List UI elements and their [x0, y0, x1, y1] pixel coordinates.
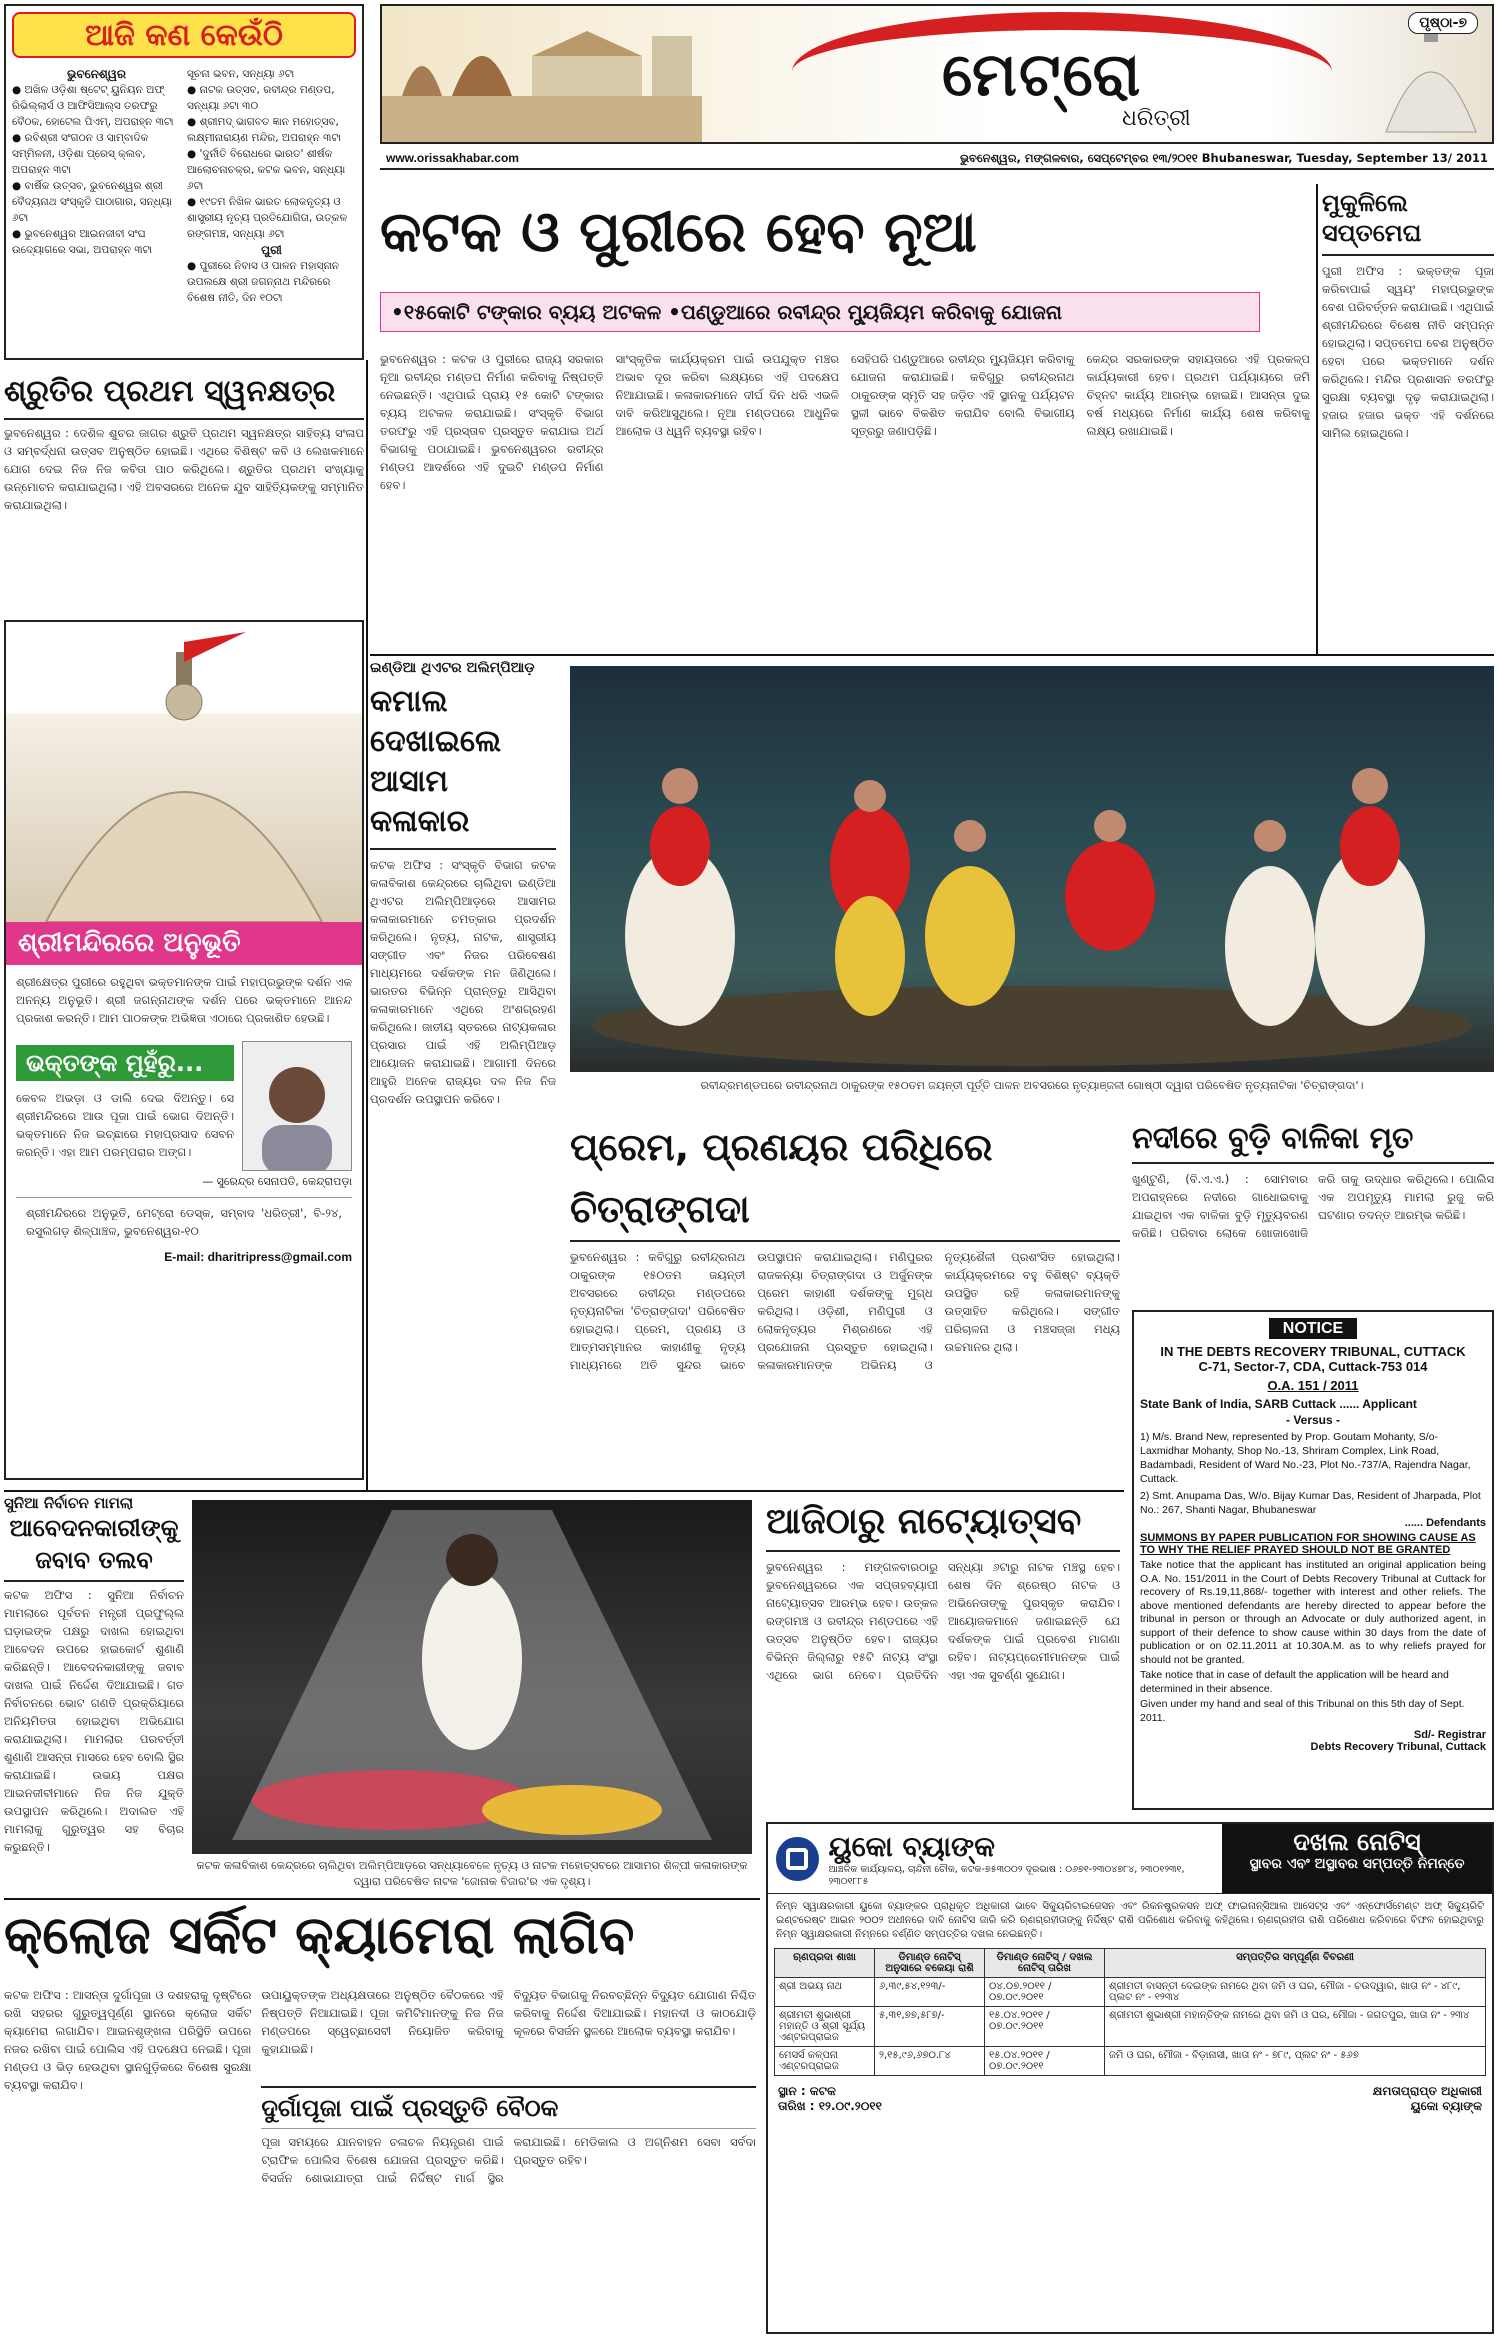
assam-headline: କମାଲ ଦେଖାଇଲେ ଆସାମ କଳାକାର — [370, 682, 556, 850]
notice-versus: - Versus - — [1285, 1413, 1341, 1427]
uco-place: ସ୍ଥାନ : କଟକ — [778, 2084, 836, 2098]
divider — [1316, 184, 1318, 654]
events-col3: ● ପୁରୀରେ ନିବାସ ଓ ପାଳନ ମହାସ୍ନାନ ଉପଲକ୍ଷେ ଶ୍ରୀ ଜଗନ୍ନାଥ ମନ୍ଦିରରେ ବିଶେଷ ନୀତି, ଦିନ ୧୦ଟା — [187, 260, 343, 304]
election-kicker: ସୁନିଆ ନିର୍ବାଚନ ମାମଲା — [4, 1494, 134, 1512]
uco-th-4: ସମ୍ପତ୍ତିର ସମ୍ପୂର୍ଣ୍ଣ ବିବରଣୀ — [1105, 1949, 1486, 1978]
notice-applicant: State Bank of India, SARB Cuttack ...... Applicant — [1140, 1397, 1417, 1411]
lead-col-4: କେନ୍ଦ୍ର ସରକାରଙ୍କ ସହାୟତାରେ ଏହି ପ୍ରକଳ୍ପ କାର୍ଯ୍ୟକାରୀ ହେବ। ପ୍ରଥମ ପର୍ଯ୍ୟାୟରେ ଜମି ଚିହ୍ନଟ କାର୍ଯ୍ୟ ଆରମ୍ଭ ହୋଇଛି। ଆସନ୍ତା ଦୁଇ ବର୍ଷ ମଧ୍ୟରେ ନିର୍ମାଣ କାର୍ଯ୍ୟ ଶେଷ କରିବାକୁ ଲକ୍ଷ୍ୟ ରଖାଯାଇଛି। — [1086, 352, 1310, 438]
uco-sign-2: ୟୁକୋ ବ୍ୟାଙ୍କ — [1410, 2099, 1482, 2113]
river-body: ଖୁଣ୍ଟୁଣି, (ବି.ଏ.ଏ.) : ସୋମବାର ଅପରାହ୍ନରେ ନଦୀରେ ଗାଧୋଇବାକୁ ଯାଇଥିବା ଏକ ବାଳିକା ବୁଡ଼ି ମୃତ୍ୟୁବରଣ କରିଛି। ପରିବାର ଲୋକେ ଖୋଜାଖୋଜି କରି ତାକୁ ଉଦ୍ଧାର କରିଥିଲେ। ପୋଲିସ ଏକ ଅପମୃତ୍ୟୁ ମାମଲା ରୁଜୁ କରି ଘଟଣାର ତଦନ୍ତ ଆରମ୍ଭ କରିଛି। — [1132, 1172, 1494, 1240]
uco-date: ତାରିଖ : ୧୨.୦୯.୨୦୧୧ — [778, 2099, 882, 2113]
temple-spire-icon — [6, 622, 362, 922]
page-number: ପୃଷ୍ଠା-୭ — [1408, 12, 1478, 34]
table-row: ଶ୍ରୀମତୀ ଶୁଭାଶ୍ରୀ ମହାନ୍ତି ଓ ଶ୍ରୀ ସୂର୍ଯ୍ୟ ଏଣ୍ଟରପ୍ରାଇଜ ୫,୩୧,୭୭,୫୮୭/- ୧୫.୦୪.୨୦୧୧ / ୦୭.୦୯.୨୦୧୧ ଶ୍ରୀମତୀ ଶୁଭାଶ୍ରୀ ମହାନ୍ତିଙ୍କ ନାମରେ ଥିବା ଜମି ଓ ଘର, ମୌଜା - ଜଗତପୁର, ଖାତା ନଂ - ୨୩୪ — [775, 2007, 1486, 2047]
events-box-title: ଆଜି କଣ କେଉଁଠି — [12, 12, 356, 58]
uco-logo-icon — [776, 1837, 819, 1881]
play-scene-illustration — [192, 1500, 752, 1854]
table-row: ଶ୍ରୀ ଅଭୟ ନାଥ ୬,୩୯,୫୪,୧୨୩/- ୦୪.୦୭.୨୦୧୧ / ୦୭.୦୯.୨୦୧୧ ଶ୍ରୀମତୀ ବାସନ୍ତୀ ଦେଇଙ୍କ ନାମରେ ଥିବା ଜମି ଓ ଘର, ମୌଜା - ଚଉଦ୍ୱାର, ଖାତା ନଂ - ୪୮୯, ପ୍ଲଟ ନଂ - ୧୨୩୪ — [775, 1978, 1486, 2007]
notice-address: C-71, Sector-7, CDA, Cuttack-753 014 — [1198, 1359, 1428, 1374]
city-bhubaneswar: ଭୁବନେଶ୍ୱର — [67, 67, 126, 81]
uco-th-3: ଡିମାଣ୍ଡ ନୋଟିସ୍ / ଦଖଲ ନୋଟିସ୍ ତାରିଖ — [985, 1949, 1105, 1978]
uco-th-2: ଡିମାଣ୍ଡ ନୋଟିସ୍ ଅନୁସାରେ ବକେୟା ରାଶି — [875, 1949, 985, 1978]
notice-defendant-2: 2) Smt. Anupama Das, W/o. Bijay Kumar Das, Resident of Jharpada, Plot No.: 267, Shanti Nagar, Bhubaneswar — [1140, 1490, 1481, 1516]
notice-sign-2: Debts Recovery Tribunal, Cuttack — [1310, 1741, 1486, 1753]
notice-text-2: Take notice that in case of default the application will be heard and determined in their absence. — [1140, 1669, 1449, 1695]
table-row: ମେସର୍ସ କଳ୍ପନା ଏଣ୍ଟରପ୍ରାଇଜ ୨,୧୫,୯୬,୬୭୦.୮୪ ୧୫.୦୪.୨୦୧୧ / ୦୭.୦୯.୨୦୧୧ ଜମି ଓ ଘର, ମୌଜା - ବିଡ଼ାନାସୀ, ଖାତା ନଂ - ୭୮୯, ପ୍ଲଟ ନଂ - ୫୬୭ — [775, 2047, 1486, 2076]
masthead-banner — [380, 4, 1494, 144]
election-headline: ଆବେଦନକାରୀଙ୍କୁ ଜବାବ ତଲବ — [4, 1512, 184, 1582]
events-box — [4, 4, 364, 360]
notice-summons: SUMMONS BY PAPER PUBLICATION FOR SHOWING CAUSE AS TO WHY THE RELIEF PRAYED SHOULD NOT BE GRANTED — [1140, 1532, 1476, 1556]
river-headline: ନଦୀରେ ବୁଡ଼ି ବାଳିକା ମୃତ — [1132, 1116, 1494, 1164]
temple-illustration — [382, 6, 702, 142]
notice-oa: O.A. 151 / 2011 — [1267, 1378, 1359, 1393]
contact-address: ଶ୍ରୀମନ୍ଦିରରେ ଅନୁଭୂତି, ମେଟ୍ରୋ ଡେସ୍କ, ସମ୍ବାଦ 'ଧରିତ୍ରୀ', ବି-୨୪, ରସୁଲଗଡ଼ ଶିଳ୍ପାଞ୍ଚଳ, ଭୁବନେଶ୍ୱର-୧୦ — [16, 1197, 352, 1246]
play-photo — [192, 1500, 752, 1854]
notice-text-1: Take notice that the applicant has instituted an original application being O.A. No. 151/2011 in the Court of Debts Recovery Tribunal at Cuttack for recovery of Rs.19,11,868/- together with interest and other reliefs. The above mentioned defendants are hereby directed to appear before the tribunal in person or through an Advocate or duly authorized agent, in support of their defence to show cause within 30 days from the date of publication or on 02.11.2011 at 10.30A.M. as to why reliefs prayed for should not be granted. — [1140, 1559, 1486, 1666]
assam-kicker: ଇଣ୍ଡିଆ ଥିଏଟର ଅଲିମ୍ପିଆଡ଼ — [370, 660, 535, 676]
natyotsav-article — [766, 1494, 1120, 1820]
natyotsav-body: ଭୁବନେଶ୍ୱର : ମଙ୍ଗଳବାରଠାରୁ ଭୁବନେଶ୍ୱରରେ ଏକ ସପ୍ତାହବ୍ୟାପୀ ନାଟ୍ୟୋତ୍ସବ ଆରମ୍ଭ ହେବ। ଉତ୍କଳ ରଙ୍ଗମଞ୍ଚ ଓ ରବୀନ୍ଦ୍ର ମଣ୍ଡପରେ ଏହି ଉତ୍ସବ ଅନୁଷ୍ଠିତ ହେବ। ରାଜ୍ୟର ବିଭିନ୍ନ ଜିଲ୍ଲାରୁ ୧୫ଟି ନାଟ୍ୟ ସଂସ୍ଥା ଏଥିରେ ଭାଗ ନେବେ। ପ୍ରତିଦିନ ସନ୍ଧ୍ୟା ୬ଟାରୁ ନାଟକ ମଞ୍ଚସ୍ଥ ହେବ। ଶେଷ ଦିନ ଶ୍ରେଷ୍ଠ ନାଟକ ଓ ଅଭିନେତାଙ୍କୁ ପୁରସ୍କୃତ କରାଯିବ। ଆୟୋଜକମାନେ ଜଣାଇଛନ୍ତି ଯେ ଦର୍ଶକଙ୍କ ପାଇଁ ପ୍ରବେଶ ମାଗଣା ରହିବ। ନାଟ୍ୟପ୍ରେମୀମାନଙ୍କ ପାଇଁ ଏହା ଏକ ସୁବର୍ଣ୍ଣ ସୁଯୋଗ। — [766, 1560, 1120, 1682]
uco-bank-name: ୟୁକୋ ବ୍ୟାଙ୍କ — [828, 1829, 995, 1863]
lead-col-2: ସାଂସ୍କୃତିକ କାର୍ଯ୍ୟକ୍ରମ ପାଇଁ ଉପଯୁକ୍ତ ମଞ୍ଚର ଅଭାବ ଦୂର କରିବା ଲକ୍ଷ୍ୟରେ ଏହି ପଦକ୍ଷେପ ନିଆଯାଇଛି। କଳାକାରମାନେ ଦୀର୍ଘ ଦିନ ଧରି ଏଭଳି ଦାବି କରିଆସୁଥିଲେ। ନୂଆ ମଣ୍ଡପରେ ଆଧୁନିକ ଆଲୋକ ଓ ଧ୍ୱନି ବ୍ୟବସ୍ଥା ରହିବ। — [615, 352, 839, 438]
notice-label: NOTICE — [1269, 1318, 1357, 1339]
srimandir-banner: ଶ୍ରୀମନ୍ଦିରରେ ଅନୁଭୂତି — [6, 922, 362, 965]
river-article — [1132, 1116, 1494, 1306]
dance-caption: ରବୀନ୍ଦ୍ରମଣ୍ଡପରେ ରବୀନ୍ଦ୍ରନାଥ ଠାକୁରଙ୍କ ୧୫୦ତମ ଜୟନ୍ତୀ ପୂର୍ତ୍ତି ପାଳନ ଅବସରରେ ନୃତ୍ୟାଞ୍ଜଳୀ ଗୋଷ୍ଠୀ ଦ୍ୱାରା ପରିବେଷିତ ନୃତ୍ୟନାଟିକା 'ଚିତ୍ରାଙ୍ଗଦା'। — [700, 1079, 1364, 1092]
cctv-col-2: ଉପାୟୁକ୍ତଙ୍କ ଅଧ୍ୟକ୍ଷତାରେ ଅନୁଷ୍ଠିତ ବୈଠକରେ ଏହି ନିଷ୍ପତ୍ତି ନିଆଯାଇଛି। ପୂଜା କମିଟିମାନଙ୍କୁ ନିଜ ନିଜ ମଣ୍ଡପରେ ସ୍ୱେଚ୍ଛାସେବୀ ନିୟୋଜିତ କରିବାକୁ କୁହାଯାଇଛି। — [261, 1988, 504, 2056]
puja-subhead: ଦୁର୍ଗାପୂଜା ପାଇଁ ପ୍ରସ୍ତୁତି ବୈଠକ — [261, 2086, 756, 2129]
events-col2: ସୂଚନା ଭବନ, ସନ୍ଧ୍ୟା ୬ଟା ● ନାଟକ ଉତ୍ସବ, ରବୀନ୍ଦ୍ର ମଣ୍ଡପ, ସନ୍ଧ୍ୟା ୬ଟା ୩୦ ● ଶ୍ରୀମଦ୍ ଭାଗବତ ଜ୍ଞାନ ମହୋତ୍ସବ, ଲକ୍ଷ୍ମୀନାରାୟଣ ମନ୍ଦିର, ଅପରାହ୍ନ ୩ଟା ● 'ଦୁର୍ନୀତି ବିରୋଧରେ ଭାରତ' ଶୀର୍ଷକ ଆଲୋଚନାଚକ୍ର, କଟକ ଭବନ, ସନ୍ଧ୍ୟା ୬ଟା ● ୧୯ତମ ନିଖିଳ ଭାରତ ଲୋକନୃତ୍ୟ ଓ ଶାସ୍ତ୍ରୀୟ ନୃତ୍ୟ ପ୍ରତିଯୋଗିତା, ଉତ୍କଳ ରଙ୍ଗମଞ୍ଚ, ସନ୍ଧ୍ୟା ୬ଟା — [187, 68, 348, 240]
sruti-article — [4, 366, 364, 606]
sruti-headline: ଶ୍ରୁତିର ପ୍ରଥମ ସ୍ୱନକ୍ଷତ୍ର — [4, 366, 364, 420]
devotee-body: କେବଳ ଅଭଡ଼ା ଓ ଡାଲି ଦେଇ ଦିଅନ୍ତୁ। ସେ ଶ୍ରୀମନ୍ଦିରରେ ଆଉ ପୂଜା ପାଇଁ ଭୋଗ ଦିଅନ୍ତି। ଭକ୍ତମାନେ ନିଜ ଇଚ୍ଛାରେ ମହାପ୍ରସାଦ ସେବନ କରନ୍ତି। ଏହା ଆମ ପରମ୍ପରାର ଅଙ୍ଗ। — [16, 1091, 234, 1159]
uco-intro: ନିମ୍ନ ସ୍ୱାକ୍ଷରକାରୀ ୟୁକୋ ବ୍ୟାଙ୍କର ପ୍ରାଧିକୃତ ଅଧିକାରୀ ଭାବେ ସିକ୍ୟୁରିଟାଇଜେସନ ଏବଂ ରିକନଷ୍ଟ୍ରକସନ ଅଫ୍ ଫାଇନାନ୍ସିଆଲ ଆସେଟ୍ସ ଏବଂ ଏନ୍ଫୋର୍ସମେଣ୍ଟ ଅଫ୍ ସିକ୍ୟୁରିଟି ଇଣ୍ଟରେଷ୍ଟ ଆଇନ ୨୦୦୨ ଅଧୀନରେ ଦାବି ନୋଟିସ ଜାରି କରି ଋଣଗ୍ରହୀତାଙ୍କୁ ନିର୍ଦ୍ଦିଷ୍ଟ ରାଶି ପରିଶୋଧ କରିବାକୁ କହିଥିଲେ। ଋଣଗ୍ରହୀତା ରାଶି ପରିଶୋଧ କରିବାରେ ବିଫଳ ହୋଇଥିବାରୁ ନିମ୍ନ ସ୍ୱାକ୍ଷରକାରୀ ନିମ୍ନରେ ବର୍ଣ୍ଣିତ ସମ୍ପତ୍ତିର ଦଖଲ ନେଇଛନ୍ତି। — [776, 1901, 1484, 1940]
devotee-banner: ଭକ୍ତଙ୍କ ମୁହଁରୁ... — [16, 1045, 234, 1081]
saptamegha-body: ପୁରୀ ଅଫିସ : ଭକ୍ତଙ୍କ ପୂଜା କରିବାପାଇଁ ସ୍ୱୟଂ ମହାପ୍ରଭୁଙ୍କ ବେଶ ପରିବର୍ତ୍ତନ କରାଯାଇଛି। ଏଥିପାଇଁ ଶ୍ରୀମନ୍ଦିରରେ ବିଶେଷ ନୀତି ସମ୍ପନ୍ନ ହୋଇଥିଲା। ସପ୍ତମେଘ ବେଶ ଅନୁଷ୍ଠିତ ହେବା ପରେ ଭକ୍ତମାନେ ଦର୍ଶନ କରିଥିଲେ। ମନ୍ଦିର ପ୍ରଶାସନ ତରଫରୁ ସୁରକ୍ଷା ବ୍ୟବସ୍ଥା ଦୃଢ଼ କରାଯାଇଥିଲା। ହଜାର ହଜାର ଭକ୍ତ ଏହି ଦର୍ଶନରେ ସାମିଲ ହୋଇଥିଲେ। — [1322, 264, 1494, 440]
temple-photo — [6, 622, 362, 922]
srimandir-box — [4, 620, 364, 1480]
uco-office: ଆଞ୍ଚଳିକ କାର୍ଯ୍ୟାଳୟ, ଚାନ୍ଦିନୀ ଚୌକ, କଟକ-୭୫୩୦୦୨ ଦୂରଭାଷ : ୦୬୭୧-୨୩୦୪୭୮୪, ୨୩୦୧୨୩୧, ୨୩୦୧୮୮୫ — [828, 1863, 1185, 1887]
natyotsav-headline: ଆଜିଠାରୁ ନାଟ୍ୟୋତ୍ସବ — [766, 1494, 1120, 1552]
election-article — [4, 1494, 184, 1894]
saptamegha-headline: ମୁକୁଳିଲେ ସପ୍ତମେଘ — [1322, 188, 1494, 256]
chitrangada-body: ଭୁବନେଶ୍ୱର : କବିଗୁରୁ ରବୀନ୍ଦ୍ରନାଥ ଠାକୁରଙ୍କ ୧୫୦ତମ ଜୟନ୍ତୀ ଅବସରରେ ରବୀନ୍ଦ୍ର ମଣ୍ଡପରେ ନୃତ୍ୟନାଟିକା 'ଚିତ୍ରାଙ୍ଗଦା' ପରିବେଷିତ ହୋଇଥିଲା। ପ୍ରେମ, ପ୍ରଣୟ ଓ ଆତ୍ମସମ୍ମାନର କାହାଣୀକୁ ନୃତ୍ୟ ମାଧ୍ୟମରେ ଅତି ସୁନ୍ଦର ଭାବେ ଉପସ୍ଥାପନ କରାଯାଇଥିଲା। ମଣିପୁରର ରାଜକନ୍ୟା ଚିତ୍ରାଙ୍ଗଦା ଓ ଅର୍ଜୁନଙ୍କ ପ୍ରେମ କାହାଣୀ ଦର୍ଶକଙ୍କୁ ମୁଗ୍ଧ କରିଥିଲା। ଓଡ଼ିଶୀ, ମଣିପୁରୀ ଓ ଲୋକନୃତ୍ୟର ମିଶ୍ରଣରେ ଏହି ପ୍ରଯୋଜନା ପ୍ରସ୍ତୁତ ହୋଇଥିଲା। କଳାକାରମାନଙ୍କ ଅଭିନୟ ଓ ନୃତ୍ୟଶୈଳୀ ପ୍ରଶଂସିତ ହୋଇଥିଲା। କାର୍ଯ୍ୟକ୍ରମରେ ବହୁ ବିଶିଷ୍ଟ ବ୍ୟକ୍ତି ଉପସ୍ଥିତ ରହି କଳାକାରମାନଙ୍କୁ ଉତ୍ସାହିତ କରିଥିଲେ। ସଙ୍ଗୀତ ପରିଚାଳନା ଓ ମଞ୍ଚସଜ୍ଜା ମଧ୍ୟ ଉଚ୍ଚମାନର ଥିଲା। — [570, 1250, 1120, 1372]
website[interactable]: www.orissakhabar.com — [386, 151, 519, 165]
dateline: ଭୁବନେଶ୍ୱର, ମଙ୍ଗଳବାର, ସେପ୍ଟେମ୍ବର ୧୩/୨୦୧୧ Bhubaneswar, Tuesday, September 13/ 2011 — [960, 150, 1488, 165]
uco-notice-subtitle: ସ୍ଥାବର ଏବଂ ଅସ୍ଥାବର ସମ୍ପତ୍ତି ନିମନ୍ତେ — [1249, 1856, 1465, 1872]
uco-ad — [766, 1822, 1494, 2334]
lead-col-1: ଭୁବନେଶ୍ୱର : କଟକ ଓ ପୁରୀରେ ରାଜ୍ୟ ସରକାର ନୂଆ ରବୀନ୍ଦ୍ର ମଣ୍ଡପ ନିର୍ମାଣ କରିବାକୁ ନିଷ୍ପତ୍ତି ନେଇଛନ୍ତି। ଏଥିପାଇଁ ପ୍ରାୟ ୧୫ କୋଟି ଟଙ୍କାର ବ୍ୟୟ ଅଟକଳ କରାଯାଇଛି। ସଂସ୍କୃତି ବିଭାଗ ତରଫରୁ ଏହି ପ୍ରସ୍ତାବ ପ୍ରସ୍ତୁତ କରାଯାଇ ଅର୍ଥ ବିଭାଗକୁ ପଠାଯାଇଛି। ଭୁବନେଶ୍ୱରର ରବୀନ୍ଦ୍ର ମଣ୍ଡପ ଆଦର୍ଶରେ ଏହି ଦୁଇଟି ମଣ୍ଡପ ନିର୍ମାଣ ହେବ। — [380, 352, 604, 492]
notice-text-3: Given under my hand and seal of this Tribunal on this 5th day of Sept. 2011. — [1140, 1698, 1465, 1724]
cctv-col-2b: ବିଦ୍ୟୁତ ବିଭାଗକୁ ନିରବଚ୍ଛିନ୍ନ ବିଦ୍ୟୁତ ଯୋଗାଣ ନିଶ୍ଚିତ କରିବାକୁ ନିର୍ଦ୍ଦେଶ ଦିଆଯାଇଛି। ମହାନଦୀ ଓ କାଠଯୋଡ଼ି କୂଳରେ ବିସର୍ଜନ ସ୍ଥଳରେ ଆଲୋକ ବ୍ୟବସ୍ଥା କରାଯିବ। — [513, 1988, 756, 2038]
lead-col-3: ସେହିପରି ପଣ୍ଡୁଆରେ ରବୀନ୍ଦ୍ର ମ୍ୟୁଜିୟମ କରିବାକୁ ଯୋଜନା କରାଯାଇଛି। କବିଗୁରୁ ରବୀନ୍ଦ୍ରନାଥ ଠାକୁରଙ୍କ ସ୍ମୃତି ସହ ଜଡ଼ିତ ଏହି ସ୍ଥାନକୁ ପର୍ଯ୍ୟଟନ ସ୍ଥଳୀ ଭାବେ ବିକଶିତ କରାଯିବ ବୋଲି ବିଭାଗୀୟ ସୂତ୍ରରୁ ଜଣାପଡ଼ିଛି। — [851, 352, 1075, 438]
sruti-body: ଭୁବନେଶ୍ୱର : ଦେଶିଳ ଶୁଚର ଜାଗର ଶ୍ରୁତି ପ୍ରଥମ ସ୍ୱନକ୍ଷତ୍ର ସାହିତ୍ୟ ସଂଳାପ ଓ ସମ୍ବର୍ଦ୍ଧନା ଉତ୍ସବ ଅନୁଷ୍ଠିତ ହୋଇଛି। ଏଥିରେ ବିଶିଷ୍ଟ କବି ଓ ଲେଖକମାନେ ଯୋଗ ଦେଇ ନିଜ ନିଜ କବିତା ପାଠ କରିଥିଲେ। ଶ୍ରୁତିର ପ୍ରଥମ ସଂଖ୍ୟାକୁ ଉନ୍ମୋଚନ କରାଯାଇଥିଲା। ଏହି ଅବସରରେ ଅନେକ ଯୁବ ସାହିତ୍ୟିକଙ୍କୁ ସମ୍ମାନିତ କରାଯାଇଥିଲା। — [4, 426, 364, 512]
notice-defendant-1: 1) M/s. Brand New, represented by Prop. Goutam Mohanty, S/o-Laxmidhar Mohanty, Shop No.-13, Shriram Complex, Link Road, Badambadi, Resident of Ward No.-23, Plot No.-737/A, Rajendra Nagar, Cuttack. — [1140, 1431, 1471, 1485]
lead-subhead: •୧୫କୋଟି ଟଙ୍କାର ବ୍ୟୟ ଅଟକଳ •ପଣ୍ଡୁଆରେ ରବୀନ୍ଦ୍ର ମ୍ୟୁଜିୟମ କରିବାକୁ ଯୋଜନା — [380, 292, 1260, 332]
divider — [4, 1490, 1124, 1492]
dancers-illustration — [570, 666, 1494, 1072]
uco-table — [774, 1948, 1486, 2076]
play-caption: କଟକ କଳାବିକାଶ କେନ୍ଦ୍ରରେ ଚାଲିଥିବା ଅଲିମ୍ପିଆଡ଼ରେ ସନ୍ଧ୍ୟାବେଳେ ନୃତ୍ୟ ଓ ନାଟକ ମହୋତ୍ସବରେ ଆସାମର ଶିଳ୍ପୀ କଳାକାରଙ୍କ ଦ୍ୱାରା ପରିବେଷିତ ନାଟକ 'ଜୋନାକ ବିଜାର'ର ଏକ ଦୃଶ୍ୟ। — [196, 1859, 748, 1888]
srimandir-body: ଶ୍ରୀକ୍ଷେତ୍ର ପୁରୀରେ ରହୁଥିବା ଭକ୍ତମାନଙ୍କ ପାଇଁ ମହାପ୍ରଭୁଙ୍କ ଦର୍ଶନ ଏକ ଅନନ୍ୟ ଅନୁଭୂତି। ଶ୍ରୀ ଜଗନ୍ନାଥଙ୍କ ଦର୍ଶନ ପରେ ଭକ୍ତମାନେ ଆନନ୍ଦ ପ୍ରକାଶ କରନ୍ତି। ଆମ ପାଠକଙ୍କ ଅଭିଜ୍ଞତା ଏଠାରେ ପ୍ରକାଶିତ ହେଉଛି। — [16, 975, 352, 1025]
divider — [4, 1898, 760, 1900]
notice-sign: Sd/- Registrar — [1413, 1729, 1486, 1741]
drt-notice — [1132, 1310, 1494, 1810]
dateline-bar — [380, 148, 1494, 170]
cctv-headline: କ୍ଲୋଜ ସର୍କିଟ କ୍ୟାମେରା ଲାଗିବ — [4, 1906, 635, 1966]
assam-article — [370, 660, 556, 1480]
paper-subtitle: ଧରିତ୍ରୀ — [1122, 106, 1191, 131]
chitrangada-headline: ପ୍ରେମ, ପ୍ରଣୟର ପରିଧିରେ ଚିତ୍ରାଙ୍ଗଦା — [570, 1116, 1120, 1242]
cctv-col-1: କଟକ ଅଫିସ : ଆସନ୍ତା ଦୁର୍ଗାପୂଜା ଓ ଦଶହରାକୁ ଦୃଷ୍ଟିରେ ରଖି ସହରର ଗୁରୁତ୍ୱପୂର୍ଣ୍ଣ ସ୍ଥାନରେ କ୍ଲୋଜ ସର୍କିଟ କ୍ୟାମେରା ଲଗାଯିବ। ଆଇନଶୃଙ୍ଖଳା ପରିସ୍ଥିତି ଉପରେ ନଜର ରଖିବା ପାଇଁ ପୋଲିସ ଏହି ପଦକ୍ଷେପ ନେଇଛି। ପୂଜା ମଣ୍ଡପ ଓ ଭିଡ଼ ହେଉଥିବା ସ୍ଥାନଗୁଡ଼ିକରେ ବିଶେଷ ସୁରକ୍ଷା ବ୍ୟବସ୍ଥା କରାଯିବ। — [4, 1988, 252, 2092]
avatar — [242, 1041, 352, 1171]
events-col1: ● ଅଖିଳ ଓଡ଼ିଶା ଷ୍ଟେଟ୍ ୟୁନିୟନ ଅଫ୍ ରିଭିଲ୍ଲାର୍ସ ଓ ଆଫିସିଆଲ୍ସ ତରଫରୁ ବୈଠକ, ହୋଟେଲ ପିଏମ୍, ଅପରାହ୍ନ ୩ଟା ● ରବିଶ୍ରୀ ସଂଗଠନ ଓ ସାମ୍ବାଦିକ ସମ୍ମିଳନୀ, ଓଡ଼ିଶା ପ୍ରେସ୍ କ୍ଲବ, ଅପରାହ୍ନ ୩ଟା ● ବାର୍ଷିକ ଉତ୍ସବ, ଭୁବନେଶ୍ୱର ଶ୍ରୀ ବୈଦ୍ୟନାଥ ସଂସ୍କୃତି ପାଠାଗାର, ସନ୍ଧ୍ୟା ୬ଟା ● ଭୁବନେଶ୍ୱର ଆଇନଜୀବୀ ସଂଘ ଉଦ୍ୟୋଗରେ ସଭା, ଅପରାହ୍ନ ୩ଟା — [12, 84, 174, 256]
divider — [370, 654, 1494, 656]
chitrangada-article — [570, 1116, 1120, 1496]
uco-th-0: ଋଣପ୍ରଦା ଶାଖା — [775, 1949, 875, 1978]
city-puri: ପୁରୀ — [261, 243, 282, 257]
uco-sign-1: କ୍ଷମତାପ୍ରାପ୍ତ ଅଧିକାରୀ — [1372, 2084, 1482, 2098]
saptamegha-article — [1322, 188, 1494, 648]
divider — [366, 360, 368, 1490]
devotee-signature: — ସୁରେନ୍ଦ୍ର ସେନାପତି, କେନ୍ଦ୍ରାପଡ଼ା — [202, 1175, 352, 1188]
lead-headline: କଟକ ଓ ପୁରୀରେ ହେବ ନୂଆ — [380, 200, 977, 265]
dance-photo — [570, 666, 1494, 1072]
election-body: କଟକ ଅଫିସ : ସୁନିଆ ନିର୍ବାଚନ ମାମଲାରେ ପୂର୍ବତନ ମନ୍ତ୍ରୀ ପ୍ରଫୁଲ୍ଲ ଘଡ଼ାଇଙ୍କ ପକ୍ଷରୁ ଦାଖଲ ହୋଇଥିବା ଆବେଦନ ଉପରେ ହାଇକୋର୍ଟ ଶୁଣାଣି କରିଛନ୍ତି। ଆବେଦନକାରୀଙ୍କୁ ଜବାବ ଦାଖଲ ପାଇଁ ନିର୍ଦ୍ଦେଶ ଦିଆଯାଇଛି। ଗତ ନିର୍ବାଚନରେ ଭୋଟ ଗଣତି ପ୍ରକ୍ରିୟାରେ ଅନିୟମିତତା ହୋଇଥିବା ଅଭିଯୋଗ କରାଯାଇଥିଲା। ମାମଲାର ପରବର୍ତ୍ତୀ ଶୁଣାଣି ଆସନ୍ତା ମାସରେ ହେବ ବୋଲି ସ୍ଥିର କରାଯାଇଛି। ଉଭୟ ପକ୍ଷର ଆଇନଜୀବୀମାନେ ନିଜ ନିଜ ଯୁକ୍ତି ଉପସ୍ଥାପନ କରିଥିଲେ। ଅଦାଲତ ଏହି ମାମଲାକୁ ଗୁରୁତ୍ୱର ସହ ବିଚାର କରୁଛନ୍ତି। — [4, 1588, 184, 1854]
uco-notice-title: ଦଖଲ ନୋଟିସ୍ — [1293, 1828, 1421, 1856]
assam-body: କଟକ ଅଫିସ : ସଂସ୍କୃତି ବିଭାଗ କଟକ କଳାବିକାଶ କେନ୍ଦ୍ରରେ ଚାଲିଥିବା ଇଣ୍ଡିଆ ଥିଏଟର ଅଲିମ୍ପିଆଡ଼ରେ ଆସାମର କଳାକାରମାନେ ଚମତ୍କାର ପ୍ରଦର୍ଶନ କରିଥିଲେ। ନୃତ୍ୟ, ନାଟକ, ଶାସ୍ତ୍ରୀୟ ସଙ୍ଗୀତ ଏବଂ ନିଜର ପରିବେଷଣ ମାଧ୍ୟମରେ ଦର୍ଶକଙ୍କ ମନ ଜିଣିଥିଲେ। ଭାରତର ବିଭିନ୍ନ ପ୍ରାନ୍ତରୁ ଆସିଥିବା କଳାକାରମାନେ ଏଥିରେ ଅଂଶଗ୍ରହଣ କରିଥିଲେ। ଜାତୀୟ ସ୍ତରରେ ନାଟ୍ୟକଳାର ପ୍ରସାର ପାଇଁ ଏହି ଅଲିମ୍ପିଆଡ଼ ଆୟୋଜନ କରାଯାଇଛି। ଆଗାମୀ ଦିନରେ ଆହୁରି ଅନେକ ରାଜ୍ୟର ଦଳ ନିଜ ନିଜ ପ୍ରଦର୍ଶନ ଉପସ୍ଥାପନ କରିବେ। — [370, 858, 556, 1106]
notice-defendants-label: ...... Defendants — [1404, 1517, 1486, 1529]
puja-body: ପୂଜା ସମୟରେ ଯାନବାହନ ଚଳାଚଳ ନିୟନ୍ତ୍ରଣ ପାଇଁ ଟ୍ରାଫିକ ପୋଲିସ ବିଶେଷ ଯୋଜନା ପ୍ରସ୍ତୁତ କରିଛି। ବିସର୍ଜନ ଶୋଭାଯାତ୍ରା ପାଇଁ ନିର୍ଦ୍ଦିଷ୍ଟ ମାର୍ଗ ସ୍ଥିର କରାଯାଇଛି। ମେଡିକାଲ ଓ ଅଗ୍ନିଶମ ସେବା ସର୍ବଦା ପ୍ରସ୍ତୁତ ରହିବ। — [261, 2135, 756, 2185]
notice-court: IN THE DEBTS RECOVERY TRIBUNAL, CUTTACK — [1160, 1344, 1466, 1359]
paper-name: ମେଟ୍ରୋ — [942, 40, 1143, 110]
contact-email[interactable]: E-mail: dharitripress@gmail.com — [164, 1250, 352, 1264]
